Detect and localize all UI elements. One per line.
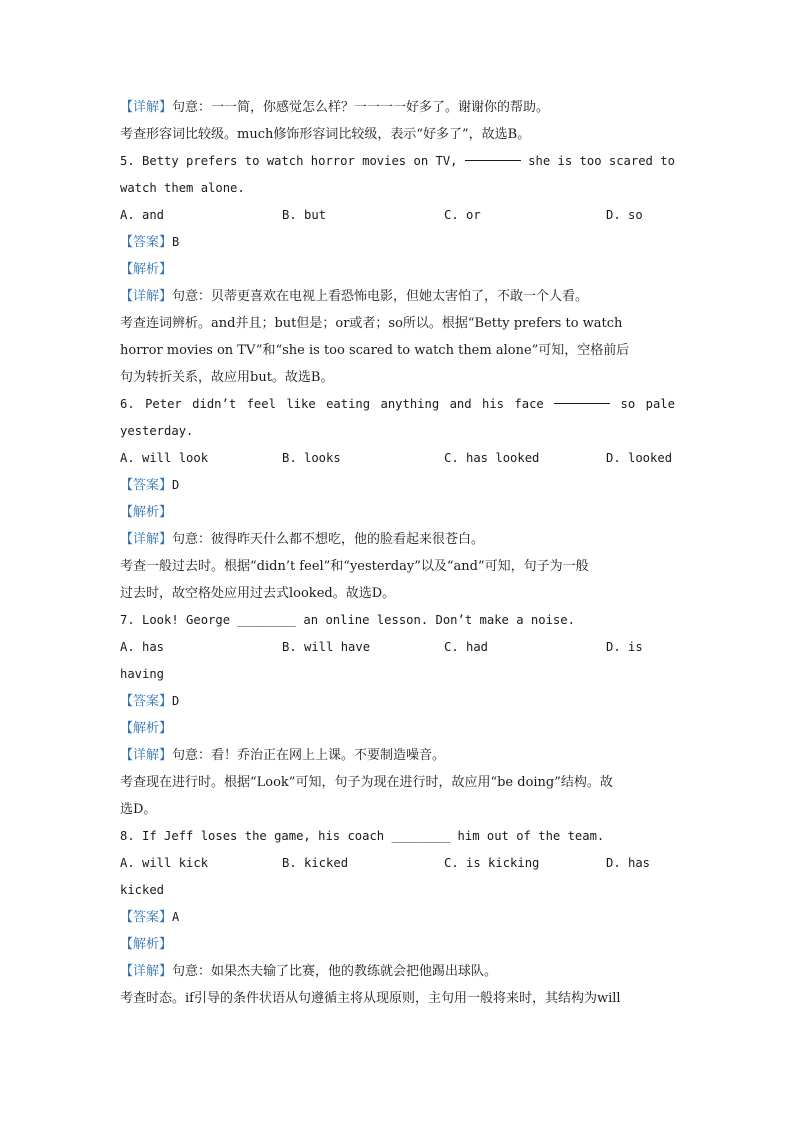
stem-word: prefers xyxy=(186,154,238,168)
question-stem xyxy=(120,148,675,175)
question-stem xyxy=(120,391,675,418)
answer-line xyxy=(120,229,675,256)
stem-word: didn’t xyxy=(192,397,237,411)
option-c: C. is kicking xyxy=(444,856,540,870)
option-b: B. kicked xyxy=(282,856,349,870)
option-d: D. so xyxy=(606,208,643,222)
analysis-label: 【解析】 xyxy=(120,262,173,277)
detail-line xyxy=(120,958,675,985)
stem-word: is xyxy=(557,154,573,168)
meaning-text: 句意：如果杰夫输了比赛，他的教练就会把他踢出球队。 xyxy=(172,964,498,979)
options-row xyxy=(120,445,675,472)
stem-word: scared xyxy=(608,154,653,168)
detail-line xyxy=(120,526,675,553)
explain-line: 考查现在进行时。根据“Look”可知，句子为现在进行时，故应用“be doing”结构。故 xyxy=(120,775,613,790)
explain-line: 考查时态。if引导的条件状语从句遵循主将从现原则，主句用一般将来时，其结构为will xyxy=(120,991,621,1006)
detail-label: 【详解】 xyxy=(120,289,173,304)
option-wrap: having xyxy=(120,667,165,681)
analysis-label: 【解析】 xyxy=(120,937,173,952)
option-d: D. looked xyxy=(606,451,673,465)
stem-word: like xyxy=(286,397,316,411)
stem-word: 5. xyxy=(120,154,135,168)
option-d: D. is xyxy=(606,640,643,654)
options-row xyxy=(120,850,675,877)
answer-label: 【答案】 xyxy=(120,694,173,709)
stem-word: face xyxy=(514,397,544,411)
analysis-label: 【解析】 xyxy=(120,505,173,520)
option-d: D. has xyxy=(606,856,651,870)
stem-word: anything xyxy=(380,397,440,411)
answer-value: D xyxy=(172,694,180,708)
options-row xyxy=(120,202,675,229)
meaning-text: 句意：一一简，你感觉怎么样？一一一一好多了。谢谢你的帮助。 xyxy=(172,100,550,115)
stem-word: on xyxy=(413,154,429,168)
detail-line xyxy=(120,94,675,121)
stem-word: she xyxy=(528,154,551,168)
option-a: A. has xyxy=(120,640,165,654)
detail-label: 【详解】 xyxy=(120,748,173,763)
detail-line xyxy=(120,283,675,310)
detail-label: 【详解】 xyxy=(120,964,173,979)
option-a: A. and xyxy=(120,208,165,222)
stem-word: 6. xyxy=(120,397,135,411)
stem-word: TV, xyxy=(435,154,458,168)
stem-word: eating xyxy=(326,397,371,411)
option-c: C. or xyxy=(444,208,481,222)
stem-word: feel xyxy=(246,397,276,411)
answer-label: 【答案】 xyxy=(120,478,173,493)
answer-label: 【答案】 xyxy=(120,235,173,250)
option-c: C. has looked xyxy=(444,451,540,465)
question-stem-cont: yesterday. xyxy=(120,424,194,438)
detail-line xyxy=(120,742,675,769)
option-a: A. will kick xyxy=(120,856,209,870)
answer-blank xyxy=(554,391,610,404)
document-body xyxy=(120,94,675,1012)
stem-word: horror xyxy=(310,154,355,168)
question-stem: 7. Look! George ________ an online lesson. Don’t make a noise. xyxy=(120,613,575,627)
option-b: B. but xyxy=(282,208,327,222)
stem-word: too xyxy=(579,154,602,168)
answer-line xyxy=(120,472,675,499)
answer-value: A xyxy=(172,910,180,924)
explain-line: 考查形容词比较级。much修饰形容词比较级，表示“好多了”，故选B。 xyxy=(120,127,531,142)
options-row xyxy=(120,634,675,661)
option-b: B. looks xyxy=(282,451,341,465)
option-a: A. will look xyxy=(120,451,209,465)
stem-word: so xyxy=(620,397,636,411)
option-c: C. had xyxy=(444,640,489,654)
option-b: B. will have xyxy=(282,640,371,654)
stem-word: his xyxy=(482,397,505,411)
stem-word: to xyxy=(244,154,260,168)
question-stem-cont: watch them alone. xyxy=(120,181,245,195)
meaning-text: 句意：贝蒂更喜欢在电视上看恐怖电影，但她太害怕了，不敢一个人看。 xyxy=(172,289,589,304)
answer-line xyxy=(120,688,675,715)
stem-word: watch xyxy=(266,154,304,168)
explain-line: 考查连词辨析。and并且；but但是；or或者；so所以。根据“Betty prefers to watch xyxy=(120,316,623,331)
answer-blank xyxy=(465,148,521,161)
answer-label: 【答案】 xyxy=(120,910,173,925)
stem-word: movies xyxy=(362,154,407,168)
meaning-text: 句意：看！乔治正在网上上课。不要制造噪音。 xyxy=(172,748,446,763)
stem-word: Betty xyxy=(142,154,179,168)
option-wrap: kicked xyxy=(120,883,165,897)
answer-value: B xyxy=(172,235,180,249)
stem-word: and xyxy=(449,397,472,411)
stem-word: to xyxy=(660,154,675,168)
meaning-text: 句意：彼得昨天什么都不想吃，他的脸看起来很苍白。 xyxy=(172,532,485,547)
explain-line: 句为转折关系，故应用but。故选B。 xyxy=(120,370,334,385)
analysis-label: 【解析】 xyxy=(120,721,173,736)
detail-label: 【详解】 xyxy=(120,100,173,115)
answer-line xyxy=(120,904,675,931)
stem-word: pale xyxy=(645,397,675,411)
detail-label: 【详解】 xyxy=(120,532,173,547)
answer-value: D xyxy=(172,478,180,492)
explain-line: horror movies on TV”和“she is too scared to watch them alone”可知，空格前后 xyxy=(120,343,630,358)
explain-line: 考查一般过去时。根据“didn’t feel”和“yesterday”以及“and”可知，句子为一般 xyxy=(120,559,589,574)
stem-word: Peter xyxy=(145,397,182,411)
question-stem: 8. If Jeff loses the game, his coach ________ him out of the team. xyxy=(120,829,605,843)
explain-line: 过去时，故空格处应用过去式looked。故选D。 xyxy=(120,586,396,601)
explain-line: 选D。 xyxy=(120,802,157,817)
